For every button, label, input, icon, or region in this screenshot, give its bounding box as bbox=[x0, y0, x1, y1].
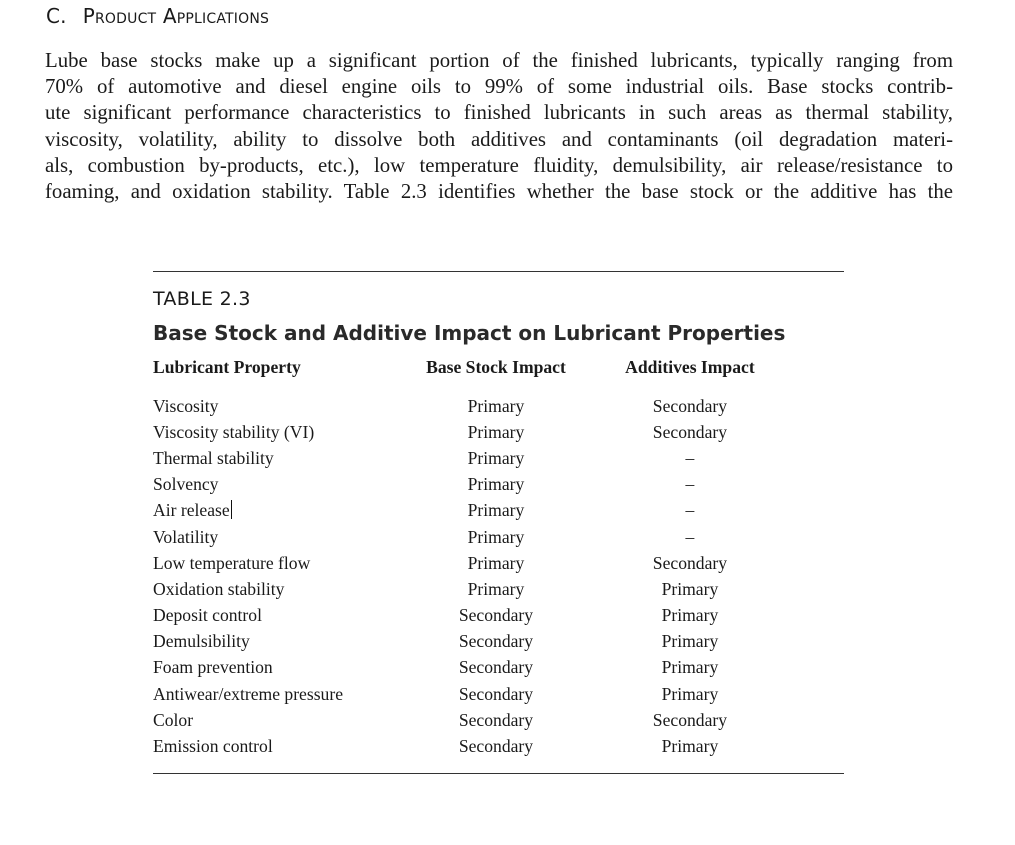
base-stock-cell: Secondary bbox=[458, 657, 534, 678]
property-cell: Thermal stability bbox=[153, 447, 274, 468]
property-cell: Demulsibility bbox=[153, 631, 250, 652]
paragraph-line: als, combustion by-products, etc.), low temperature fluidity, demulsibility, air release/resistance to bbox=[45, 153, 953, 177]
table-row bbox=[153, 498, 844, 524]
header-base-stock-impact: Base Stock Impact bbox=[426, 357, 566, 377]
text-cursor bbox=[231, 500, 232, 519]
additives-cell: Secondary bbox=[652, 421, 728, 442]
base-stock-cell: Primary bbox=[467, 421, 525, 442]
section-number: C. bbox=[46, 4, 67, 28]
table-title: Base Stock and Additive Impact on Lubricant Properties bbox=[153, 321, 786, 345]
table-row bbox=[153, 445, 844, 471]
property-cell: Solvency bbox=[153, 474, 219, 495]
table-label: TABLE 2.3 bbox=[153, 288, 251, 310]
base-stock-cell: Primary bbox=[467, 395, 525, 416]
header-additives-impact: Additives Impact bbox=[625, 357, 755, 377]
paragraph-line: foaming, and oxidation stability. Table 2.3 identifies whether the base stock or the additive has the bbox=[45, 180, 953, 204]
additives-cell: Primary bbox=[661, 683, 719, 704]
additives-cell: Primary bbox=[661, 631, 719, 652]
table-row bbox=[153, 524, 844, 550]
base-stock-cell: Secondary bbox=[458, 683, 534, 704]
paragraph-line: Lube base stocks make up a significant portion of the finished lubricants, typically ranging from bbox=[45, 49, 953, 72]
table-bottom-rule bbox=[153, 773, 844, 774]
paragraph-line: viscosity, volatility, ability to dissolve both additives and contaminants (oil degradation materi- bbox=[45, 127, 953, 151]
property-cell: Oxidation stability bbox=[153, 578, 285, 599]
body-paragraph[interactable] bbox=[45, 48, 953, 205]
additives-cell: – bbox=[685, 500, 695, 521]
header-lubricant-property: Lubricant Property bbox=[153, 357, 301, 377]
additives-cell: Primary bbox=[661, 736, 719, 757]
additives-cell: Primary bbox=[661, 578, 719, 599]
table-row bbox=[153, 472, 844, 498]
property-cell: Viscosity stability (VI) bbox=[153, 421, 315, 442]
additives-cell: Secondary bbox=[652, 709, 728, 730]
property-cell: Deposit control bbox=[153, 605, 262, 626]
base-stock-cell: Primary bbox=[467, 552, 525, 573]
paragraph-line: ute significant performance characteristics to finished lubricants in such areas as thermal stability, bbox=[45, 101, 953, 125]
property-cell: Foam prevention bbox=[153, 657, 273, 678]
section-title: Product Applications bbox=[82, 4, 270, 28]
additives-cell: – bbox=[685, 447, 695, 468]
table-row bbox=[153, 576, 844, 602]
property-cell: Emission control bbox=[153, 736, 273, 757]
property-cell: Color bbox=[153, 709, 194, 730]
table-row bbox=[153, 733, 844, 759]
additives-cell: Secondary bbox=[652, 552, 728, 573]
additives-cell: – bbox=[685, 526, 695, 547]
properties-table bbox=[153, 357, 844, 760]
property-cell: Low temperature flow bbox=[153, 552, 311, 573]
base-stock-cell: Primary bbox=[467, 474, 525, 495]
table-row bbox=[153, 655, 844, 681]
base-stock-cell: Secondary bbox=[458, 709, 534, 730]
base-stock-cell: Secondary bbox=[458, 631, 534, 652]
base-stock-cell: Primary bbox=[467, 500, 525, 521]
property-cell-editing[interactable] bbox=[153, 498, 416, 524]
base-stock-cell: Primary bbox=[467, 526, 525, 547]
additives-cell: Secondary bbox=[652, 395, 728, 416]
table-row bbox=[153, 707, 844, 733]
additives-cell: – bbox=[685, 474, 695, 495]
base-stock-cell: Secondary bbox=[458, 736, 534, 757]
table-row bbox=[153, 603, 844, 629]
table-row bbox=[153, 393, 844, 419]
section-heading bbox=[46, 4, 269, 28]
property-cell: Antiwear/extreme pressure bbox=[153, 683, 344, 704]
table-row bbox=[153, 681, 844, 707]
property-cell: Viscosity bbox=[153, 395, 219, 416]
additives-cell: Primary bbox=[661, 657, 719, 678]
additives-cell: Primary bbox=[661, 605, 719, 626]
base-stock-cell: Primary bbox=[467, 447, 525, 468]
paragraph-line: 70% of automotive and diesel engine oils to 99% of some industrial oils. Base stocks contrib- bbox=[45, 75, 953, 99]
base-stock-cell: Secondary bbox=[458, 605, 534, 626]
table-header-row bbox=[153, 357, 844, 393]
base-stock-cell: Primary bbox=[467, 578, 525, 599]
property-text: Air release bbox=[153, 500, 230, 521]
table-row bbox=[153, 550, 844, 576]
table-row bbox=[153, 629, 844, 655]
table-top-rule bbox=[153, 271, 844, 272]
table-row bbox=[153, 419, 844, 445]
property-cell: Volatility bbox=[153, 526, 219, 547]
